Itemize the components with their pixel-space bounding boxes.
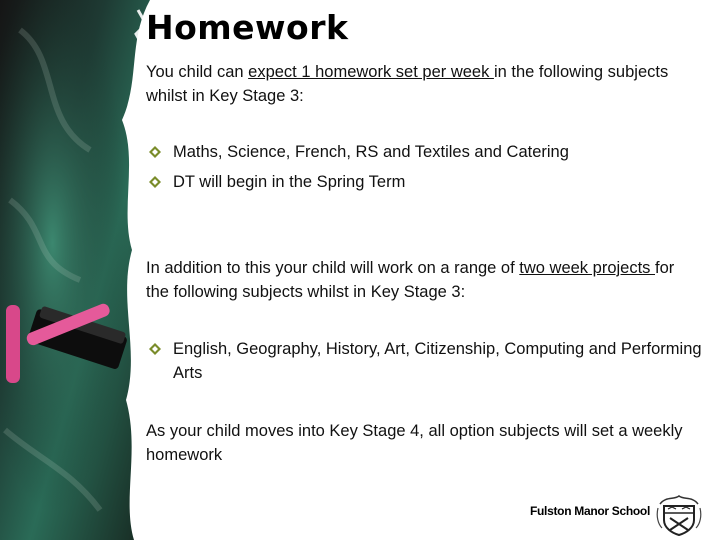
intro-paragraph (146, 60, 691, 108)
projects-text-start: In addition to this your child will work on a range of (146, 259, 520, 277)
diamond-bullet-icon (149, 343, 161, 355)
projects-underlined-text: two week projects (519, 259, 656, 277)
list-item-text: DT will begin in the Spring Term (173, 173, 406, 191)
project-subjects-list (146, 337, 706, 391)
diamond-bullet-icon (149, 146, 161, 158)
list-item (146, 140, 706, 164)
ks4-paragraph: As your child moves into Key Stage 4, all option subjects will set a weekly homework (146, 422, 683, 464)
weekly-subjects-list (146, 140, 706, 200)
projects-paragraph (146, 256, 681, 304)
list-item-text: Maths, Science, French, RS and Textiles and Catering (173, 143, 569, 161)
projects-text-end: for the following subjects whilst in Key Stage 3: (146, 259, 675, 301)
list-item (146, 337, 706, 385)
list-item-text: English, Geography, History, Art, Citizenship, Computing and Performing Arts (173, 340, 702, 382)
intro-underlined-text: expect 1 homework set per week (248, 63, 494, 81)
chalkboard-decoration (0, 0, 150, 540)
diamond-bullet-icon (149, 176, 161, 188)
intro-text-end: in the following subjects whilst in Key Stage 3: (146, 63, 669, 105)
page-title: Homework (146, 8, 349, 47)
intro-text-start: You child can (146, 63, 249, 81)
school-name: Fulston Manor School (530, 504, 650, 518)
school-crest-icon (656, 494, 702, 536)
list-item (146, 170, 706, 194)
